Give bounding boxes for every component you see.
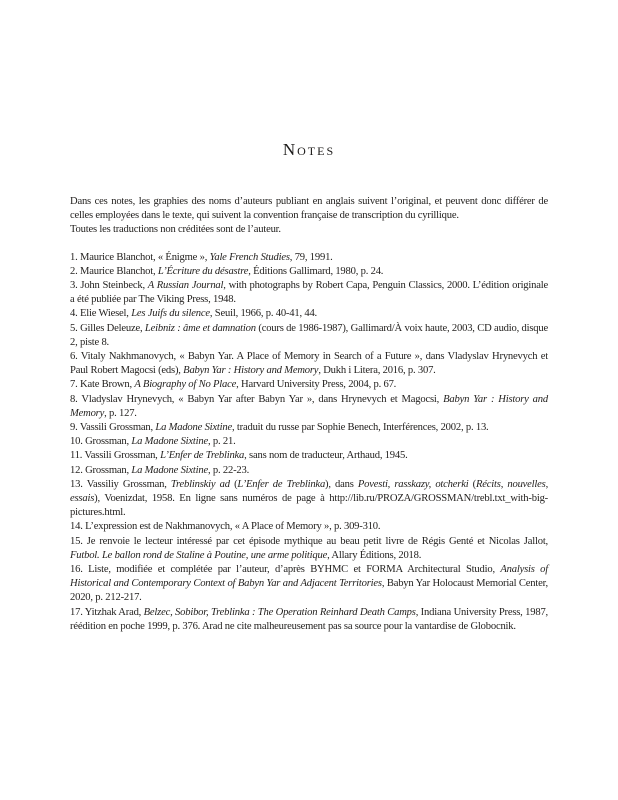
note-number: 15. <box>70 535 83 547</box>
note-item <box>70 307 548 321</box>
note-item <box>70 421 548 435</box>
intro-paragraph: Dans ces notes, les graphies des noms d’auteurs publiant en anglais suivent l’original, et peuvent donc différer de celles employées dans le texte, qui suivent la convention française de transcription du cyrillique. <box>70 196 548 222</box>
note-text: Vassiliy Grossman, Treblinskiy ad (L’Enfer de Treblinka), dans Povesti, rasskazy, otcherki (Récits, nouvelles, essais), Voenizdat, 1958. En ligne sans numéros de page à http://lib.ru/PROZA/GROSSMAN/trebl.txt_with-big-pictures.html. <box>70 478 549 519</box>
note-item <box>70 265 548 279</box>
note-number: 14. <box>70 521 83 533</box>
note-number: 7. <box>70 379 78 391</box>
note-text: Yitzhak Arad, Belzec, Sobibor, Treblinka : The Operation Reinhard Death Camps, Indiana University Press, 1987, réédition en poche 1999, p. 376. Arad ne cite malheureusement pas sa source pour la vantardise de Globocnik. <box>70 606 548 632</box>
note-text: Grossman, La Madone Sixtine, p. 21. <box>85 436 236 448</box>
page-content <box>70 0 548 634</box>
note-number: 10. <box>70 436 83 448</box>
intro-paragraphs <box>70 195 548 238</box>
note-number: 4. <box>70 308 78 320</box>
note-text: Elie Wiesel, Les Juifs du silence, Seuil, 1966, p. 40-41, 44. <box>80 308 317 320</box>
note-number: 5. <box>70 322 78 334</box>
note-number: 6. <box>70 351 78 363</box>
note-item <box>70 449 548 463</box>
note-text: Vassili Grossman, La Madone Sixtine, traduit du russe par Sophie Benech, Interférences, 2002, p. 13. <box>79 422 489 434</box>
note-item <box>70 378 548 392</box>
notes-list <box>70 251 548 634</box>
note-number: 12. <box>70 464 83 476</box>
note-text: Vassili Grossman, L’Enfer de Treblinka, sans nom de traducteur, Arthaud, 1945. <box>84 450 408 462</box>
note-number: 13. <box>70 478 83 490</box>
note-text: Liste, modifiée et complétée par l’auteur, d’après BYHMC et FORMA Architectural Studio, Analysis of Historical and Contemporary Context of Babyn Yar and Adjacent Territories, Babyn Yar Holocaust Memorial Center, 2020, p. 212-217. <box>70 564 548 604</box>
note-text: Grossman, La Madone Sixtine, p. 22-23. <box>85 464 250 476</box>
note-number: 3. <box>70 280 78 292</box>
note-item <box>70 279 548 307</box>
note-item <box>70 464 548 478</box>
note-number: 8. <box>70 393 78 405</box>
note-text: L’expression est de Nakhmanovych, « A Place of Memory », p. 309-310. <box>85 521 381 533</box>
note-text: Gilles Deleuze, Leibniz : âme et damnation (cours de 1986-1987), Gallimard/À voix haute, 2003, CD audio, disque 2, piste 8. <box>70 322 549 348</box>
note-item <box>70 478 548 521</box>
note-item <box>70 606 548 634</box>
page-title: Notes <box>282 140 336 159</box>
note-item <box>70 435 548 449</box>
note-text: Kate Brown, A Biography of No Place, Harvard University Press, 2004, p. 67. <box>80 379 397 391</box>
note-item <box>70 393 548 421</box>
note-text: Maurice Blanchot, « Énigme », Yale French Studies, 79, 1991. <box>80 251 333 263</box>
note-text: Maurice Blanchot, L’Écriture du désastre, Éditions Gallimard, 1980, p. 24. <box>80 265 384 277</box>
note-item <box>70 535 548 563</box>
note-item <box>70 350 548 378</box>
note-item <box>70 251 548 265</box>
note-text: Je renvoie le lecteur intéressé par cet épisode mythique au beau petit livre de Régis Genté et Nicolas Jallot, Futbol. Le ballon rond de Staline à Poutine, une arme politique, Allary Éditions, 2018. <box>70 535 549 561</box>
note-item <box>70 563 548 606</box>
note-text: Vitaly Nakhmanovych, « Babyn Yar. A Place of Memory in Search of a Future », dans Vladyslav Hrynevych et Paul Robert Magocsi (eds), Babyn Yar : History and Memory, Dukh i Litera, 2016, p. 307. <box>70 351 548 377</box>
note-item <box>70 520 548 534</box>
intro-paragraph: Toutes les traductions non créditées sont de l’auteur. <box>70 224 281 236</box>
note-number: 11. <box>70 450 83 462</box>
note-number: 1. <box>70 251 78 263</box>
note-number: 9. <box>70 422 78 434</box>
note-number: 17. <box>70 606 83 618</box>
note-number: 2. <box>70 265 78 277</box>
note-number: 16. <box>70 564 83 576</box>
note-item <box>70 322 548 350</box>
note-text: John Steinbeck, A Russian Journal, with photographs by Robert Capa, Penguin Classics, 2000. L’édition originale a été publiée par The Viking Press, 1948. <box>70 280 548 306</box>
note-text: Vladyslav Hrynevych, « Babyn Yar after Babyn Yar », dans Hrynevych et Magocsi, Babyn Yar : History and Memory, p. 127. <box>70 393 548 419</box>
